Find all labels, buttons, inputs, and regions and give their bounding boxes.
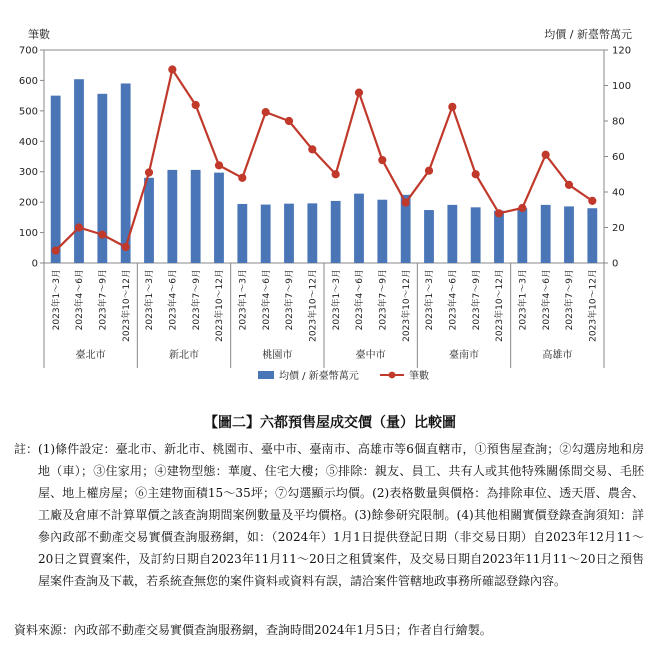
line-series — [56, 70, 593, 251]
period-tick-label: 2023年4～6月 — [261, 269, 272, 331]
right-tick-label: 80 — [612, 116, 625, 128]
bar — [214, 173, 224, 263]
bar — [494, 211, 504, 263]
left-tick-label: 600 — [18, 75, 38, 87]
period-tick-label: 2023年1～3月 — [145, 269, 156, 331]
bar — [587, 208, 597, 263]
bar — [261, 205, 271, 263]
line-point — [565, 181, 572, 188]
left-axis-title: 筆數 — [28, 28, 50, 41]
legend-line-marker — [389, 372, 396, 379]
bar — [237, 204, 247, 263]
line-point — [519, 204, 526, 211]
line-point — [99, 231, 106, 238]
bar — [447, 205, 457, 263]
line-point — [122, 243, 129, 250]
period-tick-label: 2023年10～12月 — [121, 269, 132, 342]
period-tick-label: 2023年7～9月 — [191, 269, 202, 331]
period-tick-label: 2023年1～3月 — [51, 269, 62, 331]
legend-line-label: 筆數 — [409, 371, 429, 382]
left-tick-label: 400 — [18, 136, 38, 148]
period-tick-label: 2023年4～6月 — [75, 269, 86, 331]
city-label: 高雄市 — [542, 350, 573, 361]
line-point — [589, 197, 596, 204]
bar — [354, 194, 364, 263]
left-tick-label: 700 — [18, 45, 38, 57]
line-point — [495, 210, 502, 217]
bar — [51, 96, 61, 263]
period-tick-label: 2023年7～9月 — [565, 269, 576, 331]
line-point — [239, 174, 246, 181]
notes-block — [14, 438, 644, 592]
line-point — [449, 103, 456, 110]
line-point — [472, 171, 479, 178]
left-tick-label: 100 — [18, 228, 38, 240]
period-tick-label: 2023年10～12月 — [401, 269, 412, 342]
right-tick-label: 40 — [612, 187, 625, 199]
period-tick-label: 2023年1～3月 — [518, 269, 529, 331]
figure-caption: 【圖二】六都預售屋成交價（量）比較圖 — [204, 415, 456, 431]
period-tick-label: 2023年7～9月 — [378, 269, 389, 331]
bar — [191, 170, 201, 263]
period-tick-label: 2023年1～3月 — [238, 269, 249, 331]
city-label: 臺北市 — [75, 350, 106, 361]
right-tick-label: 100 — [612, 81, 632, 92]
bar — [564, 206, 574, 263]
period-tick-label: 2023年10～12月 — [588, 269, 599, 342]
line-point — [169, 66, 176, 73]
line-point — [425, 167, 432, 174]
right-tick-label: 20 — [612, 223, 625, 234]
period-tick-label: 2023年7～9月 — [285, 269, 296, 331]
right-tick-label: 60 — [612, 152, 625, 163]
legend-bar-label: 均價 / 新臺幣萬元 — [279, 371, 359, 382]
line-point — [402, 199, 409, 206]
bar — [471, 207, 481, 263]
period-tick-label: 2023年1～3月 — [425, 269, 436, 331]
bar — [331, 201, 341, 263]
period-tick-label: 2023年4～6月 — [448, 269, 459, 331]
period-tick-label: 2023年10～12月 — [308, 269, 319, 342]
city-label: 新北市 — [169, 350, 199, 361]
bar — [284, 204, 294, 263]
line-point — [262, 109, 269, 116]
left-tick-label: 200 — [18, 197, 38, 209]
bar — [74, 79, 84, 263]
bar — [167, 170, 177, 263]
line-point — [332, 171, 339, 178]
period-tick-label: 2023年4～6月 — [541, 269, 552, 331]
city-label: 臺中市 — [355, 350, 386, 361]
city-label: 桃園市 — [262, 350, 293, 361]
bar — [424, 210, 434, 263]
bar — [307, 203, 317, 263]
bar — [541, 205, 551, 263]
line-point — [215, 162, 222, 169]
line-point — [379, 156, 386, 163]
line-point — [355, 89, 362, 96]
notes-label: 註： — [14, 442, 39, 456]
line-point — [542, 151, 549, 158]
period-tick-label: 2023年7～9月 — [98, 269, 109, 331]
line-point — [52, 247, 59, 254]
line-point — [285, 117, 292, 124]
period-tick-label: 2023年7～9月 — [471, 269, 482, 331]
bar — [517, 208, 527, 263]
bar — [144, 178, 154, 263]
line-point — [309, 146, 316, 153]
line-point — [75, 224, 82, 231]
line-point — [145, 169, 152, 176]
line-point — [192, 101, 199, 108]
left-tick-label: 0 — [31, 258, 38, 270]
period-tick-label: 2023年10～12月 — [495, 269, 506, 342]
period-tick-label: 2023年10～12月 — [215, 269, 226, 342]
right-tick-label: 0 — [612, 258, 619, 270]
right-tick-label: 120 — [612, 45, 632, 57]
period-tick-label: 2023年1～3月 — [331, 269, 342, 331]
period-tick-label: 2023年4～6月 — [168, 269, 179, 331]
left-tick-label: 500 — [18, 106, 38, 118]
source-line: 資料來源：內政部不動產交易實價查詢服務網，查詢時間2024年1月5日；作者自行繪製。 — [14, 623, 492, 637]
period-tick-label: 2023年4～6月 — [355, 269, 366, 331]
bar — [377, 200, 387, 263]
legend-bar-swatch — [258, 371, 274, 379]
right-axis-title: 均價 / 新臺幣萬元 — [544, 28, 632, 41]
notes-text: (1)條件設定：臺北市、新北市、桃園市、臺中市、臺南市、高雄市等6個直轄市，①預售屋查詢；②勾選房地和房地（車）；③住家用；④建物型態：華廈、住宅大樓；⑤排除：親友、員工、共有人或其他特殊關係間交易、毛胚屋、地上權房屋；⑥主建物面積15～35坪；⑦勾選顯示均價。(2)表格數量與價格：為排除車位、透天厝、農舍、工廠及倉庫不計算單價之該查詢期間案例數量及平均價格。(3)餘參研究限制。(4)其他相關實價登錄查詢須知：詳參內政部不動產交易實價查詢服務網，如：（2024年）1月1日提供登記日期（非交易日期）自2023年12月11～20日之買賣案件，及訂約日期自2023年11月11～20日之租賃案件，及交易日期自2023年11月11～20日之預售屋案件查詢及下載，若系統查無您的案件資料或資料有誤，請洽案件管轄地政事務所確認登錄內容。 — [38, 442, 644, 588]
city-label: 臺南市 — [449, 350, 479, 361]
left-tick-label: 300 — [18, 167, 38, 179]
